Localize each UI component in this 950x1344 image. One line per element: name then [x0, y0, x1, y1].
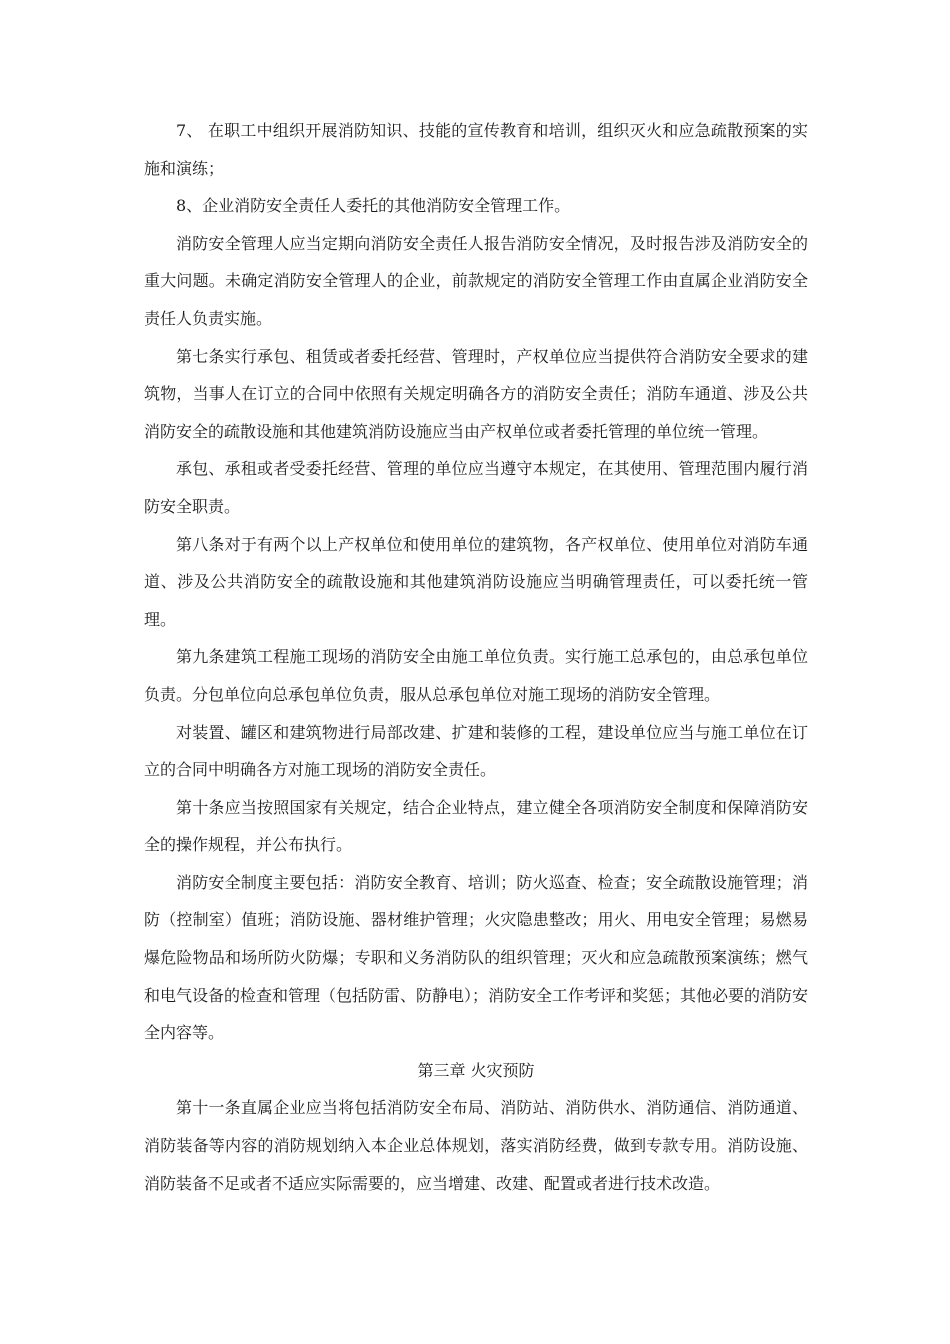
paragraph-article-9: 第九条建筑工程施工现场的消防安全由施工单位负责。实行施工总承包的，由总承包单位负责。分包单位向总承包单位负责，服从总承包单位对施工现场的消防安全管理。	[144, 647, 808, 704]
paragraph-article-11: 第十一条直属企业应当将包括消防安全布局、消防站、消防供水、消防通信、消防通道、消防装备等内容的消防规划纳入本企业总体规划，落实消防经费，做到专款专用。消防设施、消防装备不足或者不适应实际需要的，应当增建、改建、配置或者进行技术改造。	[144, 1098, 808, 1193]
paragraph-article-10: 第十条应当按照国家有关规定，结合企业特点，建立健全各项消防安全制度和保障消防安全的操作规程，并公布执行。	[144, 797, 808, 855]
paragraph-safety-system-list: 消防安全制度主要包括：消防安全教育、培训；防火巡查、检查；安全疏散设施管理；消防（控制室）值班；消防设施、器材维护管理；火灾隐患整改；用火、用电安全管理；易燃易爆危险物品和场所防火防爆；专职和义务消防队的组织管理；灭火和应急疏散预案演练；燃气和电气设备的检查和管理（包括防雷、防静电）；消防安全工作考评和奖惩；其他必要的消防安全内容等。	[144, 872, 809, 1043]
chapter-heading: 第三章 火灾预防	[417, 1060, 535, 1080]
paragraph-item-8: 8、企业消防安全责任人委托的其他消防安全管理工作。	[176, 196, 571, 216]
paragraph-safety-manager-report: 消防安全管理人应当定期向消防安全责任人报告消防安全情况，及时报告涉及消防安全的重大问题。未确定消防安全管理人的企业，前款规定的消防安全管理工作由直属企业消防安全责任人负责实施。	[144, 233, 808, 328]
paragraph-renovation-projects: 对装置、罐区和建筑物进行局部改建、扩建和装修的工程，建设单位应当与施工单位在订立的合同中明确各方对施工现场的消防安全责任。	[144, 722, 808, 780]
paragraph-article-7: 第七条实行承包、租赁或者委托经营、管理时，产权单位应当提供符合消防安全要求的建筑物，当事人在订立的合同中依照有关规定明确各方的消防安全责任；消防车通道、涉及公共消防安全的疏散设施和其他建筑消防设施应当由产权单位或者委托管理的单位统一管理。	[144, 346, 808, 441]
paragraph-contractor-duties: 承包、承租或者受委托经营、管理的单位应当遵守本规定，在其使用、管理范围内履行消防安全职责。	[144, 459, 808, 516]
document-body	[144, 112, 808, 1202]
paragraph-item-7: 7、 在职工中组织开展消防知识、技能的宣传教育和培训，组织灭火和应急疏散预案的实施和演练；	[144, 121, 808, 178]
paragraph-article-8: 第八条对于有两个以上产权单位和使用单位的建筑物，各产权单位、使用单位对消防车通道、涉及公共消防安全的疏散设施和其他建筑消防设施应当明确管理责任，可以委托统一管理。	[144, 534, 808, 629]
